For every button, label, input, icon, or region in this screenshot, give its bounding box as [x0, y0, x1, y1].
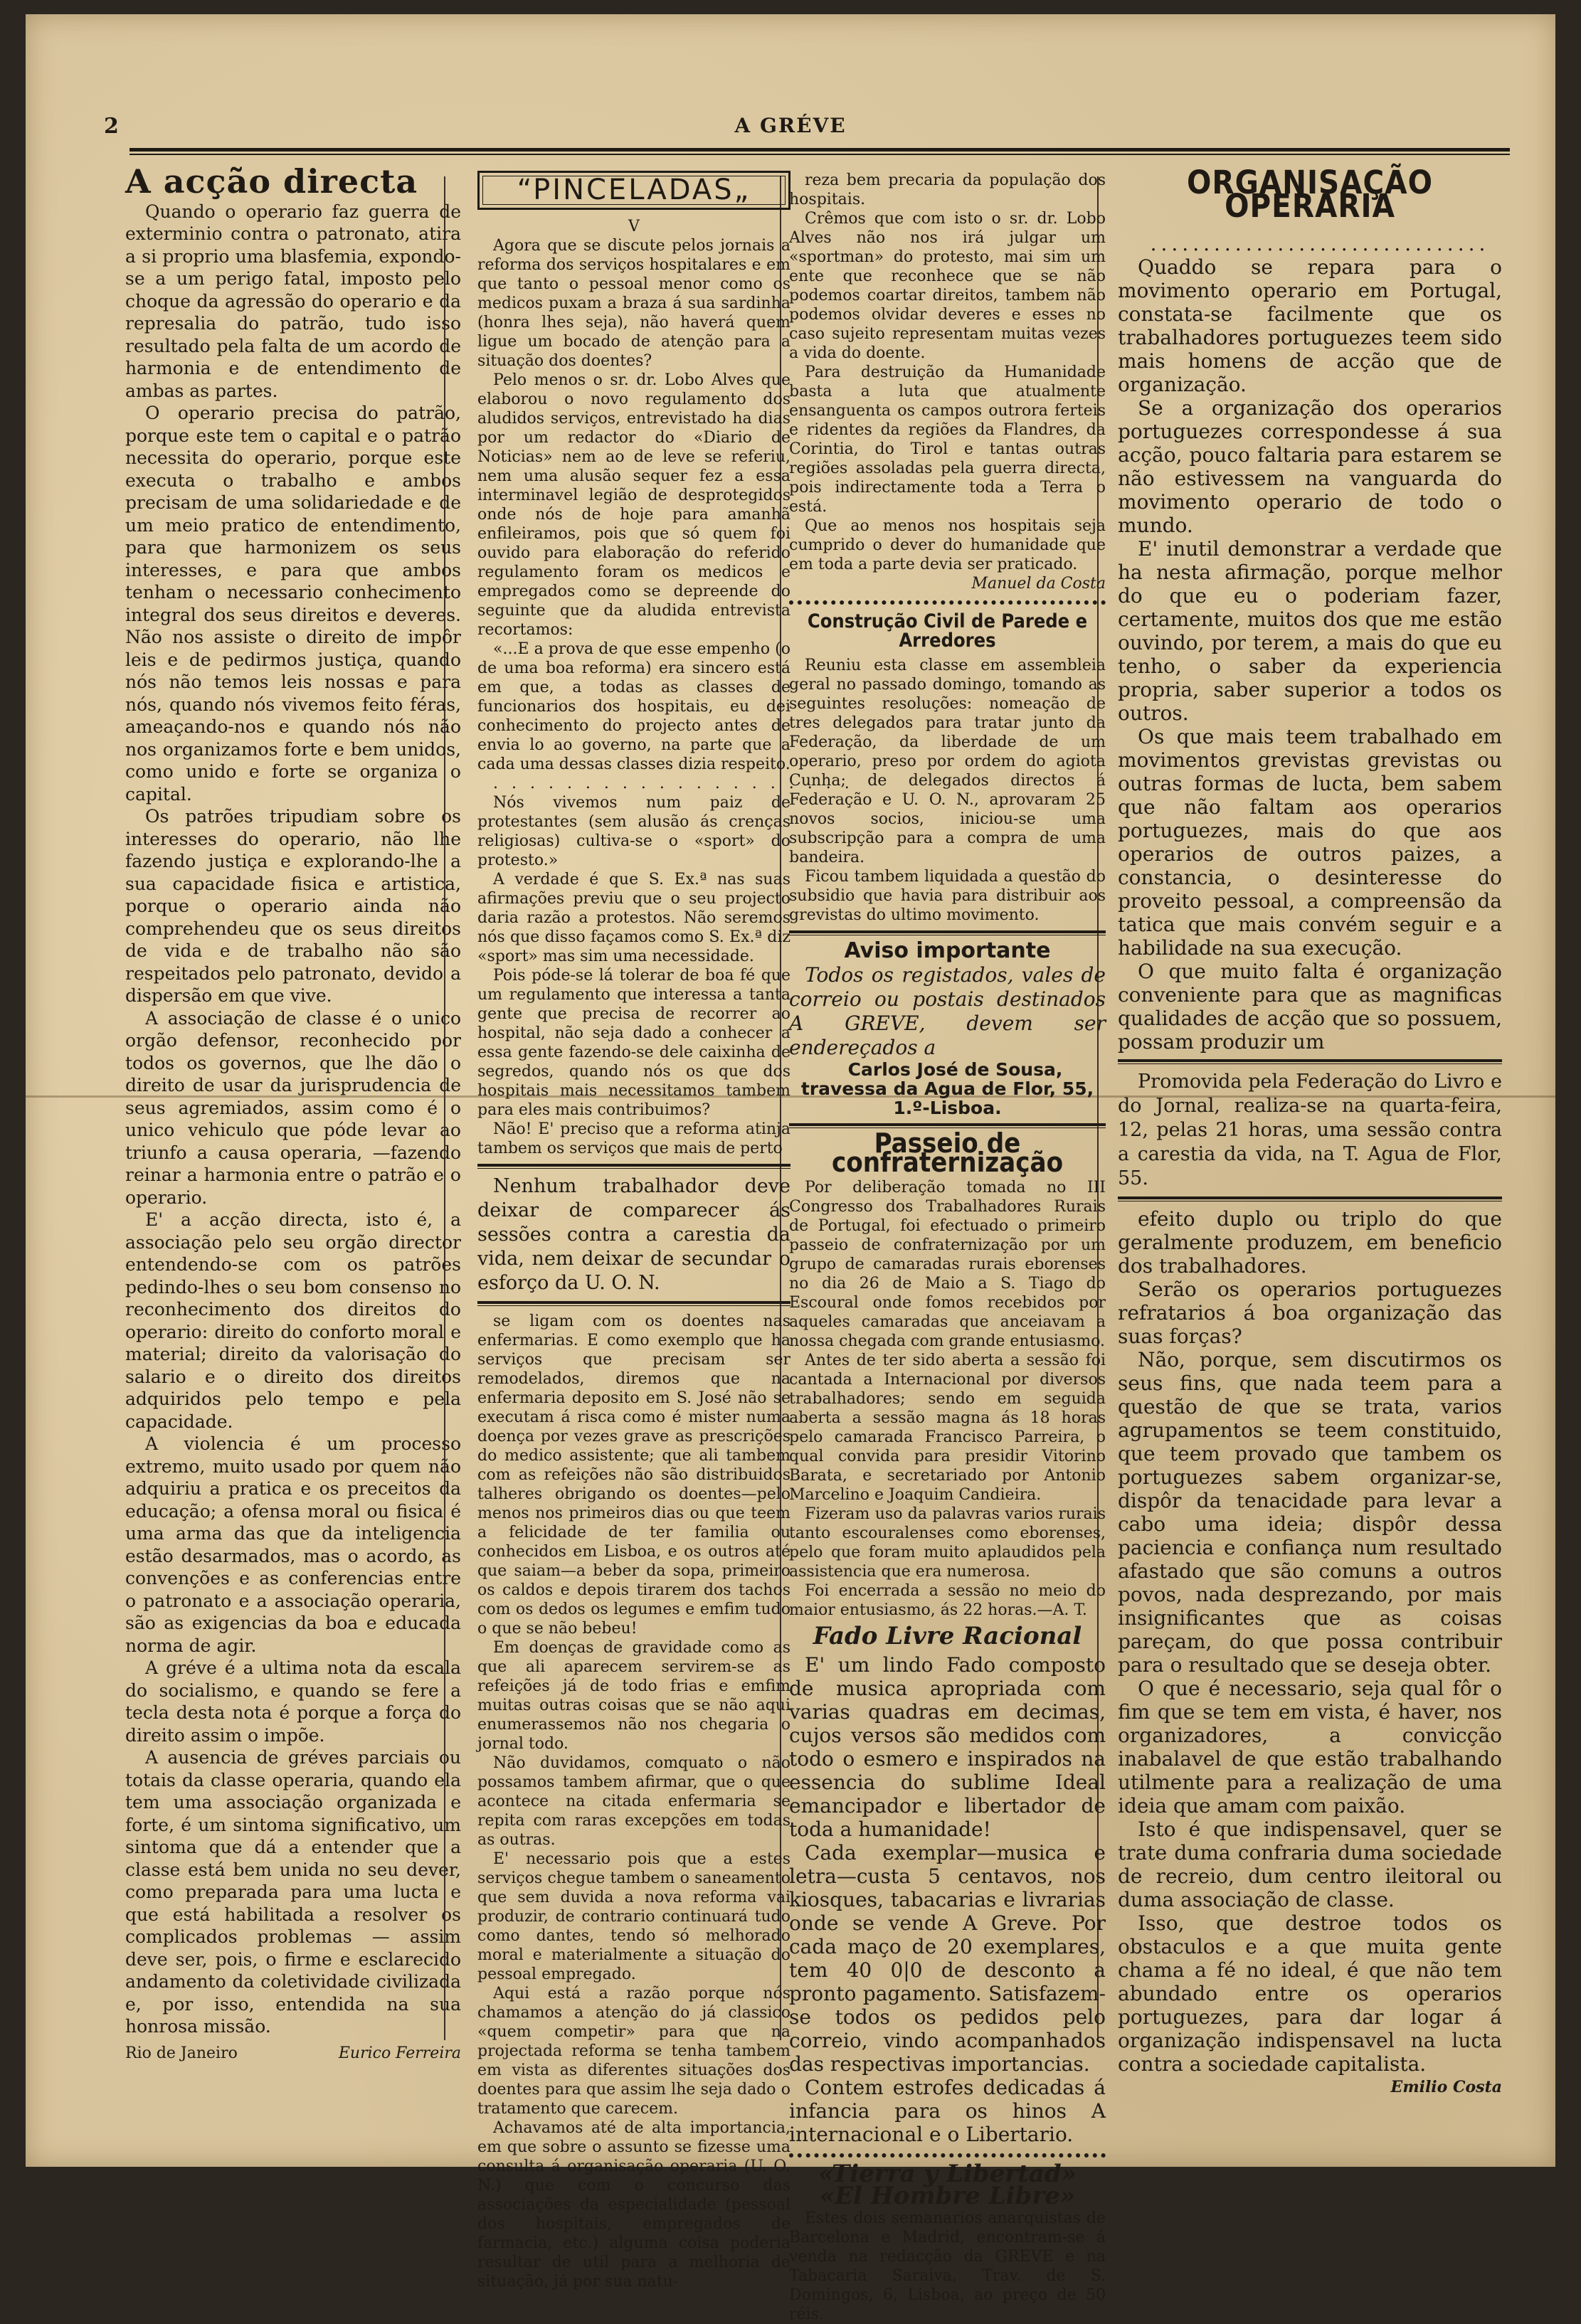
- paragraph: Contem estrofes dedicadas á infancia para os hinos A internacional e o Libertario.: [789, 2076, 1106, 2146]
- heading-fado: Fado Livre Racional: [813, 1622, 1082, 1650]
- paragraph: Os que mais teem trabalhado em movimentos grevistas grevistas ou outras formas de lucta, bem sabem que não faltam aos operarios portuguezes, mais do que aos operarios de outros paizes, a constancia, o desinteresse do proveito pessoal, a compreensão da tatica que mais convém seguir e a habilidade na sua execução.: [1118, 725, 1502, 960]
- paragraph: Se a organização dos operarios portuguezes correspondesse á sua acção, pouco faltaria para estarem se não estivessem na vanguarda do movimento operario de todo o mundo.: [1118, 396, 1502, 537]
- paragraph: Não duvidamos, comquato o não possamos tambem afirmar, que o que acontece na citada enfermaria se repita com raras excepções em todas as outras.: [477, 1754, 790, 1849]
- dotted-separator: . . . . . . . . . . . . . . . . . . . .: [493, 775, 854, 792]
- paragraph: Nós vivemos num paiz de protestantes (sem alusão ás crenças religiosas) cultiva-se o «sport» do protesto.»: [477, 794, 790, 869]
- paragraph: E' um lindo Fado composto de musica apropriada com varias quadras em decimas, cujos versos são medidos com todo o esmero e inspirados na essencia do sublime Ideal emancipador e libertador de toda a humanidade!: [789, 1653, 1106, 1841]
- paragraph: O operario precisa do patrão, porque este tem o capital e o patrão necessita do operario, porque este executa o trabalho e ambos precisam de uma solidariedade e de um meio pratico de entendimento, para que harmonizem os seus interesses, e para que ambos tenham o necessario conhecimento integral dos seus direitos e deveres. Não nos assiste o direito de impôr leis e de pedirmos justiça, quando nós não temos leis nossas e para nós, quando nós vivemos feito féras, ameaçando-nos e quando nós não nos organizamos forte e bem unidos, como unido e forte se organiza o capital.: [125, 403, 461, 805]
- ornament-rule: [789, 2153, 1106, 2158]
- paragraph: Quaddo se repara para o movimento operario em Portugal, constata-se facilmente que os trabalhadores portuguezes teem sido mais homens de acção que de organização.: [1118, 255, 1502, 396]
- paragraph: Que ao menos nos hospitais seja cumprido o dever do humanidade que em toda a parte devia ser praticado.: [789, 517, 1106, 573]
- author: Manuel da Costa: [971, 575, 1106, 593]
- paragraph: E' inutil demonstrar a verdade que ha nesta afirmação, porque melhor do que eu o poderiam fazer, certamente, muitos dos que me estão ouvindo, por terem, a mais do que eu tenho, o saber da experiencia propria, saber superior a todos os outros.: [1118, 537, 1502, 725]
- paragraph: E' a acção directa, isto é, a associação pelo seu orgão director entendendo-se com os patrões pedindo-lhes o seu bom consenso no reconhecimento dos direitos do operario: direito do conforto moral e material; direito da valorisação do salario e o direito dos direitos adquiridos pelo tempo e pela capacidade.: [125, 1209, 461, 1432]
- article-title-organisacao: ORGANISAÇÃO OPERARIA: [1186, 164, 1434, 225]
- newspaper-page: [26, 14, 1555, 2323]
- column-organisacao-operaria: [1093, 164, 1502, 2099]
- place: Rio de Janeiro: [125, 2044, 238, 2062]
- heading-aviso: Aviso importante: [844, 938, 1051, 963]
- paragraph: Fizeram uso da palavras varios rurais tanto escouralenses como eborenses, pelo que foram muito aplaudidos pela assistencia que era numerosa.: [789, 1505, 1106, 1581]
- paragraph: O que é necessario, seja qual fôr o fim que se tem em vista, é haver, nos organizadores, a convicção inabalavel de que estão trabalhando utilmente para a realização de uma ideia que amam com paixão.: [1118, 1677, 1502, 1818]
- paragraph: A associação de classe é o unico orgão defensor, reconhecido por todos os governos, que lhe dão o direito de usar da jurisprudencia de seus agremiados, assim como é o unico vehiculo que póde levar ao triunfo a causa operaria, —fazendo reinar a harmonia entre o patrão e o operario.: [125, 1007, 461, 1208]
- paragraph: Agora que se discute pelos jornais a reforma dos serviços hospitalares e em que tanto o pessoal menor como os medicos puxam a braza á sua sardinha (honra lhes seja), não haverá quem ligue um bocado de atenção para a situação dos doentes?: [477, 237, 790, 370]
- dotted-separator: ................................: [1150, 232, 1490, 255]
- paragraph: Foi encerrada a sessão no meio do maior entusiasmo, ás 22 horas.—A. T.: [789, 1582, 1106, 1619]
- paragraph: Os patrões tripudiam sobre os interesses do operario, não lhe fazendo justiça e explorando-lhe a sua capacidade fisica e artistica, porque o operario ainda não comprehendeu que os seus direitos de vida e de trabalho não são respeitados pelo patronato, devido a dispersão em que vive.: [125, 806, 461, 1006]
- author: Emilio Costa: [1390, 2078, 1502, 2096]
- paragraph: Não, porque, sem discutirmos os seus fins, que nada teem para a questão de que se trata, varios agrupamentos se teem constituido, que teem provado que tambem os portuguezes sabem organizar-se, dispôr da tenacidade para levar a cabo uma ideia; dispôr dessa paciencia e confiança num resultado afastado que são comuns a outros povos, nada desprezando, por mais insignificantes que as coisas pareçam, do que possa contribuir para o resultado que se deseja obter.: [1118, 1348, 1502, 1677]
- paragraph: Achavamos até de alta importancia, em que sobre o assunto se fizesse uma consulta á organisação operaria (U. O. N.) que com o concurso das associações da especialidade (pessoal dos hospitais, empregados de farmacia, etc.) alguma coisa poderia resultar de util para a melhoria de situação, já por sua natu-: [477, 2119, 790, 2291]
- rule: [1118, 1197, 1502, 1201]
- paragraph: O que muito falta é organização conveniente para que as magnificas qualidades de acção que so possuem, possam produzir um: [1118, 960, 1502, 1054]
- paragraph: Ficou tambem liquidada a questão do subsidio que havia para distribuir aos grevistas do ultimo movimento.: [789, 868, 1106, 924]
- paragraph: «...E a prova de que esse empenho (o de uma boa reforma) era sincero está em que, a todas as classes de funcionarios dos hospitais, eu dei conhecimento do projecto antes de envia lo ao governo, na parte que a cada uma dessas classes dizia respeito.: [477, 640, 790, 773]
- notice-box: Promovida pela Federação do Livro e do Jornal, realiza-se na quarta-feira, 12, pelas 21 horas, uma sessão contra a carestia da vida, na T. Agua de Flor, 55.: [1118, 1071, 1502, 1189]
- paragraph: Pois póde-se lá tolerar de boa fé que um regulamento que interessa a tanta gente que precisa de recorrer ao hospital, não seja dado a conhecer a essa gente fazendo-se dele caixinha de segredos, quando nós os que dos hospitais mais necessitamos tambem para eles mais contribuimos?: [477, 967, 790, 1119]
- paragraph: Estes dois semanarios anarquistas de Barcelona e Madrid, encontram-se á venda na redacção da GREVE e na Tabacaria Saraiva, Trav. de S. Domingos, 6, Lisboa, ao preço de 50 réis.: [789, 2209, 1106, 2323]
- paragraph: reza bem precaria da população dos hospitais.: [789, 171, 1106, 208]
- paragraph: Pelo menos o sr. dr. Lobo Alves que elaborou o novo regulamento dos aludidos serviços, entrevistado ha dias por um redactor do «Diario de Noticias» nem ao de leve se referiu, nem uma alusão sequer fez a essa interminavel legião de desprotegidos onde nós de hoje para amanhã enfileiramos, pois que só quem foi ouvido para elaboração do referido regulamento foram os medicos e empregados como se depreende do seguinte que da aludida entrevista recortamos:: [477, 371, 790, 639]
- aviso-address: Carlos José de Sousa, travessa da Agua de Flor, 55, 1.º-Lisboa.: [800, 1059, 1094, 1118]
- author: Eurico Ferreira: [338, 2044, 461, 2062]
- pinceladas-box: [477, 171, 790, 210]
- ornament-rule: [789, 600, 1106, 605]
- rule: [477, 1164, 790, 1169]
- newspaper-title: A GRÉVE: [734, 114, 847, 137]
- heading-tierra-libertad: «Tierra y Libertad»: [818, 2160, 1077, 2188]
- notice-box: Nenhum trabalhador deve deixar de comparecer ás sessões contra a carestia da vida, nem deixar de secundar o esforço da U. O. N.: [477, 1175, 790, 1294]
- column-accao-directa: [125, 162, 461, 2064]
- paragraph: Crêmos que com isto o sr. dr. Lobo Alves não nos irá julgar um «sportman» do protesto, mai sim um ente que reconhece que se não podemos coartar direitos, tambem não podemos olvidar deveres e esses no caso sujeito representam muitas vezes a vida do doente.: [789, 210, 1106, 362]
- rule: [1118, 1059, 1502, 1064]
- paragraph: Antes de ter sido aberta a sessão foi cantada a Internacional por diversos trabalhadores; sendo em seguida aberta a sessão magna ás 18 horas pelo camarada Francisco Parreira, o qual convida para presidir Vitorino Barata, e secretariado por Antonio Marcelino e Joaquim Candieira.: [789, 1352, 1106, 1504]
- article-title-accao-directa: A acção directa: [125, 162, 418, 201]
- column-pinceladas: [449, 171, 854, 2291]
- paragraph: Aqui está a razão porque nós chamamos a atenção do já classico «quem competir» para que na projectada reforma se tenha tambem em vista as diferentes situações dos doentes para que assim lhe seja dado o tratamento que carecem.: [477, 1985, 790, 2118]
- paragraph: Isso, que destroe todos os obstaculos e a que muita gente chama a fé no ideal, é que não tem abundado entre os operarios portuguezes, para dar logar á organização indispensavel na lucta contra a sociedade capitalista.: [1118, 1911, 1502, 2076]
- paragraph: Serão os operarios portuguezes refratarios á boa organização das suas forças?: [1118, 1278, 1502, 1348]
- signature-line: [125, 2042, 461, 2065]
- article-title-pinceladas: “PINCELADAS„: [482, 176, 786, 205]
- paragraph: efeito duplo ou triplo do que geralmente produzem, em beneficio dos trabalhadores.: [1118, 1207, 1502, 1278]
- heading-hombre-libre: «El Hombre Libre»: [819, 2182, 1076, 2210]
- rule: [789, 930, 1106, 935]
- paragraph: se ligam com os doentes nas enfermarias. E como exemplo que ha serviços que precisam ser remodelados, diremos que na enfermaria deposito em S. José não se executam á risca como é mister numa doença por vezes grave as prescrições do medico assistente; que ali tambem com as refeições não são distribuidos talheres obrigando os doentes—pelo menos nos primeiros dias ou que teem a felicidade de ter familia ou conhecidos em Lisboa, e os outros até que saiam—a beber da sopa, primeiro os caldos e depois tirarem dos tachos com os dedos os legumes e emfim tudo o que se não bebeu!: [477, 1312, 790, 1638]
- paragraph: Por deliberação tomada no III Congresso dos Trabalhadores Rurais de Portugal, foi efectuado o primeiro passeio de confraternização por um grupo de camaradas rurais eborenses no dia 26 de Maio a S. Tiago do Escoural onde fomos recebidos por aqueles camaradas que anceiavam a nossa chegada com grande entusiasmo.: [789, 1179, 1106, 1350]
- heading-passeio: Passeio de confraternização: [831, 1127, 1064, 1178]
- paragraph: Isto é que indispensavel, quer se trate duma confraria duma sociedade de recreio, dum centro ileitoral ou duma associação de classe.: [1118, 1818, 1502, 1911]
- paragraph: Reuniu esta classe em assembleia geral no passado domingo, tomando as seguintes resoluções: nomeação de tres delegados para tratar junto da Federação, da liberdade de um operario, preso por ordem do agiota Cunha; de delegados directos á Federação e U. O. N., aprovaram 25 novos socios, iniciou-se uma subscripção para a compra de uma bandeira.: [789, 657, 1106, 866]
- paragraph: Quando o operario faz guerra de exterminio contra o patronato, atira a si proprio uma blasfemia, expondo-se a um perigo fatal, imposto pelo choque da agressão do operario e da represalia do patrão, tudo isso resultado pela falta de um acordo de harmonia e de entendimento de ambas as partes.: [125, 201, 461, 401]
- paragraph: E' necessario pois que a estes serviços chegue tambem o saneamento que sem duvida a nova reforma vai produzir, de contrario continuará tudo como dantes, tendo só melhorado moral e materialmente a situação do pessoal empregado.: [477, 1850, 790, 1983]
- heading-construcao-civil: Construção Civil de Parede e Arredores: [807, 610, 1088, 652]
- section-number: V: [628, 218, 640, 235]
- paragraph: A verdade é que S. Ex.ª nas suas afirmações previu que o seu projecto daria razão a protestos. Não seremos nós que disso façamos como S. Ex.ª diz «sport» mas sim uma necessidade.: [477, 871, 790, 965]
- paragraph: Não! E' preciso que a reforma atinja tambem os serviços que mais de perto: [477, 1120, 790, 1157]
- paragraph: Cada exemplar—musica e letra—custa 5 centavos, nos kiosques, tabacarias e livrarias onde se vende A Greve. Por cada maço de 20 exemplares, tem 40 0|0 de desconto a pronto pagamento. Satisfazem-se todos os pedidos pelo correio, vindo acompanhados das respectivas importancias.: [789, 1841, 1106, 2076]
- paragraph: A violencia é um processo extremo, muito usado por quem não adquiriu a pratica e os preceitos da educação; a ofensa moral ou fisica é uma arma das que da inteligencia estão desarmados, mas o acordo, as convenções e as conferencias entre o patronato e a associação operaria, são as exigencias da boa e educada norma de agir.: [125, 1433, 461, 1656]
- rule: [477, 1301, 790, 1306]
- paragraph: Para destruição da Humanidade basta a luta que atualmente ensanguenta os campos outrora ferteis e ridentes da regiões da Flandres, da Corintia, do Tirol e tantas outras regiões assoladas pela guerra directa, pois indirectamente toda a Terra o está.: [789, 364, 1106, 516]
- header-rule: [129, 148, 1510, 155]
- column-noticias: [757, 171, 1104, 2324]
- aviso-text: Todos os registados, vales de correio ou postais destinados A GREVE, devem ser endereçados a: [789, 963, 1106, 1059]
- paragraph: A gréve é a ultima nota da escala do socialismo, e quando se fere a tecla desta nota é porque a força do direito assim o impõe.: [125, 1657, 461, 1746]
- paragraph: Em doenças de gravidade como as que ali aparecem servirem-se as refeições já de todo frias e emfim muitas outras coisas que se não aqui enumerassemos não nos chegaria o jornal todo.: [477, 1639, 790, 1753]
- page-number: 2: [104, 114, 119, 139]
- paragraph: A ausencia de gréves parciais ou totais da classe operaria, quando ela tem uma associação organizada e forte, é um sintoma significativo, um sintoma que dá a entender que a classe está bem unida no seu dever, como preparada para uma lucta e que está habilitada a resolver os complicados problemas — assim deve ser, pois, o firme e esclarecido andamento da coletividade civilizada e, por isso, entendida na sua honrosa missão.: [125, 1747, 461, 2037]
